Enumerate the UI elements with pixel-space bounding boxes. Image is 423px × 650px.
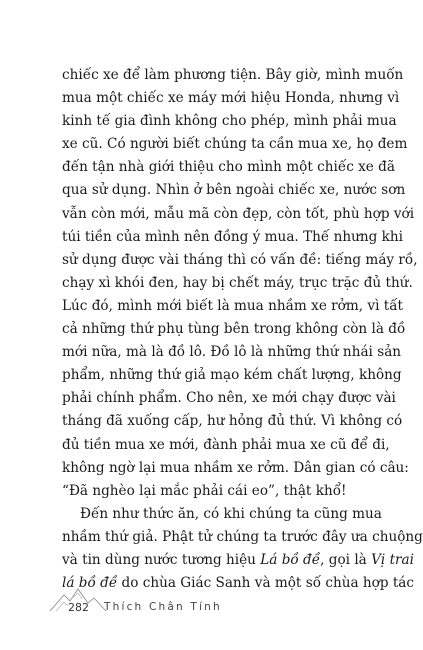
text-line: đủ tiền mua xe mới, đành phải mua xe cũ để đi, xyxy=(62,436,390,453)
text-line: Đến như thức ăn, có khi chúng ta cũng mua xyxy=(80,505,382,522)
page-footer xyxy=(0,585,420,625)
text-line: phải chính phẩm. Cho nên, xe mới chạy được vài xyxy=(62,390,396,407)
text-line: chạy xì khói đen, hay bị chết máy, trục trặc đủ thứ. xyxy=(62,274,413,291)
text-line-with-italics: lá bồ đề do chùa Giác Sanh và một số chùa hợp tác xyxy=(62,575,415,592)
text-line: cả những thứ phụ tùng bên trong không còn là đồ xyxy=(62,321,406,338)
text-line: Lúc đó, mình mới biết là mua nhầm xe rởm, vì tất xyxy=(62,297,403,314)
text-line: túi tiền của mình nên đồng ý mua. Thế nhưng khi xyxy=(62,228,403,245)
text-line: nhầm thứ giả. Phật tử chúng ta trước đây ưa chuộng xyxy=(62,528,423,545)
text-line: “Đã nghèo lại mắc phải cái eo”, thật khổ! xyxy=(62,482,347,499)
italic-title: Lá bồ đề xyxy=(260,551,321,568)
running-header: Thích Chân Tính xyxy=(104,601,222,613)
italic-title: Vị trai xyxy=(371,551,415,568)
text-line: qua sử dụng. Nhìn ở bên ngoài chiếc xe, nước sơn xyxy=(62,182,406,199)
text-line: sử dụng được vài tháng thì có vấn đề: tiếng máy rồ, xyxy=(62,251,418,268)
text-line: mua một chiếc xe máy mới hiệu Honda, nhưng vì xyxy=(62,90,400,107)
text-line: vẫn còn mới, mẫu mã còn đẹp, còn tốt, phù hợp với xyxy=(62,205,415,222)
text-line: không ngờ lại mua nhầm xe rởm. Dân gian có câu: xyxy=(62,459,409,476)
text-line-with-italics: và tin dùng nước tương hiệu Lá bồ đề, gọi là Vị trai xyxy=(62,551,415,568)
text-line: xe cũ. Có người biết chúng ta cần mua xe, họ đem xyxy=(62,136,408,153)
paragraph-2 xyxy=(62,503,423,595)
text-line: kinh tế gia đình không cho phép, mình phải mua xyxy=(62,113,397,130)
text-line: phẩm, những thứ giả mạo kém chất lượng, không xyxy=(62,367,402,384)
text-line: đến tận nhà giới thiệu cho mình một chiếc xe đã xyxy=(62,159,395,176)
text-line: tháng đã xuống cấp, hư hỏng đủ thứ. Vì không có xyxy=(62,413,403,430)
text-line: chiếc xe để làm phương tiện. Bây giờ, mình muốn xyxy=(62,67,404,83)
page-number: 282 xyxy=(68,601,89,614)
paragraph-1 xyxy=(62,64,418,503)
text-line: mới nữa, mà là đồ lô. Đồ lô là những thứ nhái sản xyxy=(62,344,402,361)
body-text xyxy=(62,64,423,595)
italic-title: lá bồ đề xyxy=(62,575,118,592)
